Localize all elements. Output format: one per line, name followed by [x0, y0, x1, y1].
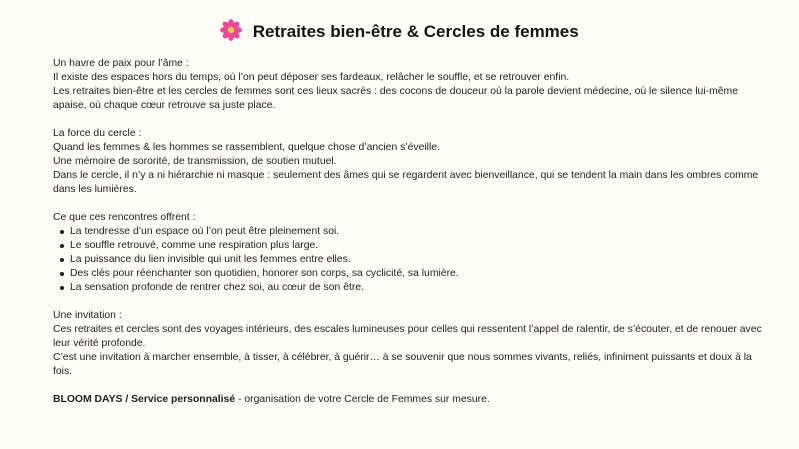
flower-icon [220, 19, 242, 41]
spacer [53, 197, 765, 211]
spacer [53, 113, 765, 127]
list-item: La sensation profonde de rentrer chez soi, au cœur de son être. [70, 281, 765, 295]
section-heading-force: La force du cercle : [53, 128, 142, 139]
signature-line [53, 393, 765, 407]
list-item: Le souffle retrouvé, comme une respiration plus large. [70, 239, 765, 253]
section-heading-intro: Un havre de paix pour l’âme : [53, 58, 189, 69]
signature-brand: BLOOM DAYS / Service personnalisé [53, 394, 236, 405]
intro-line-1: Il existe des espaces hors du temps, où l’on peut déposer ses fardeaux, relâcher le souffle, et se retrouver enfin. [53, 72, 570, 83]
list-item: La puissance du lien invisible qui unit les femmes entre elles. [70, 253, 765, 267]
force-line-2: Une mémoire de sororité, de transmission, de soutien mutuel. [53, 156, 337, 167]
force-line-1: Quand les femmes & les hommes se rassemblent, quelque chose d’ancien s’éveille. [53, 142, 440, 153]
page-title: Retraites bien-être & Cercles de femmes [252, 22, 579, 41]
spacer [53, 295, 765, 309]
spacer [53, 379, 765, 393]
list-item: Des clés pour réenchanter son quotidien, honorer son corps, sa cyclicité, sa lumière. [70, 267, 765, 281]
force-line-3: Dans le cercle, il n’y a ni hiérarchie ni masque : seulement des âmes qui se regardent avec bienveillance, qui se tendent la main dans les ombres comme dans les lumières. [53, 170, 759, 195]
article-body [53, 57, 765, 407]
title-row [0, 19, 799, 42]
signature-text: - organisation de votre Cercle de Femmes sur mesure. [235, 394, 490, 405]
section-heading-offer: Ce que ces rencontres offrent : [53, 212, 196, 223]
intro-line-2: Les retraites bien-être et les cercles de femmes sont ces lieux sacrés : des cocons de douceur où la parole devient médecine, où le silence lui-même apaise, où chaque cœur retrouve sa juste place. [53, 86, 738, 111]
section-heading-invitation: Une invitation : [53, 310, 122, 321]
list-item: La tendresse d’un espace où l’on peut être pleinement soi. [70, 225, 765, 239]
offer-list [53, 225, 765, 295]
invitation-line-1: Ces retraites et cercles sont des voyages intérieurs, des escales lumineuses pour celles qui ressentent l’appel de ralentir, de s’écouter, et de renouer avec leur vérité profonde. [53, 324, 762, 349]
invitation-line-2: C’est une invitation à marcher ensemble, à tisser, à célébrer, à guérir… à se souvenir que nous sommes vivants, reliés, infiniment puissants et doux à la fois. [53, 352, 752, 377]
